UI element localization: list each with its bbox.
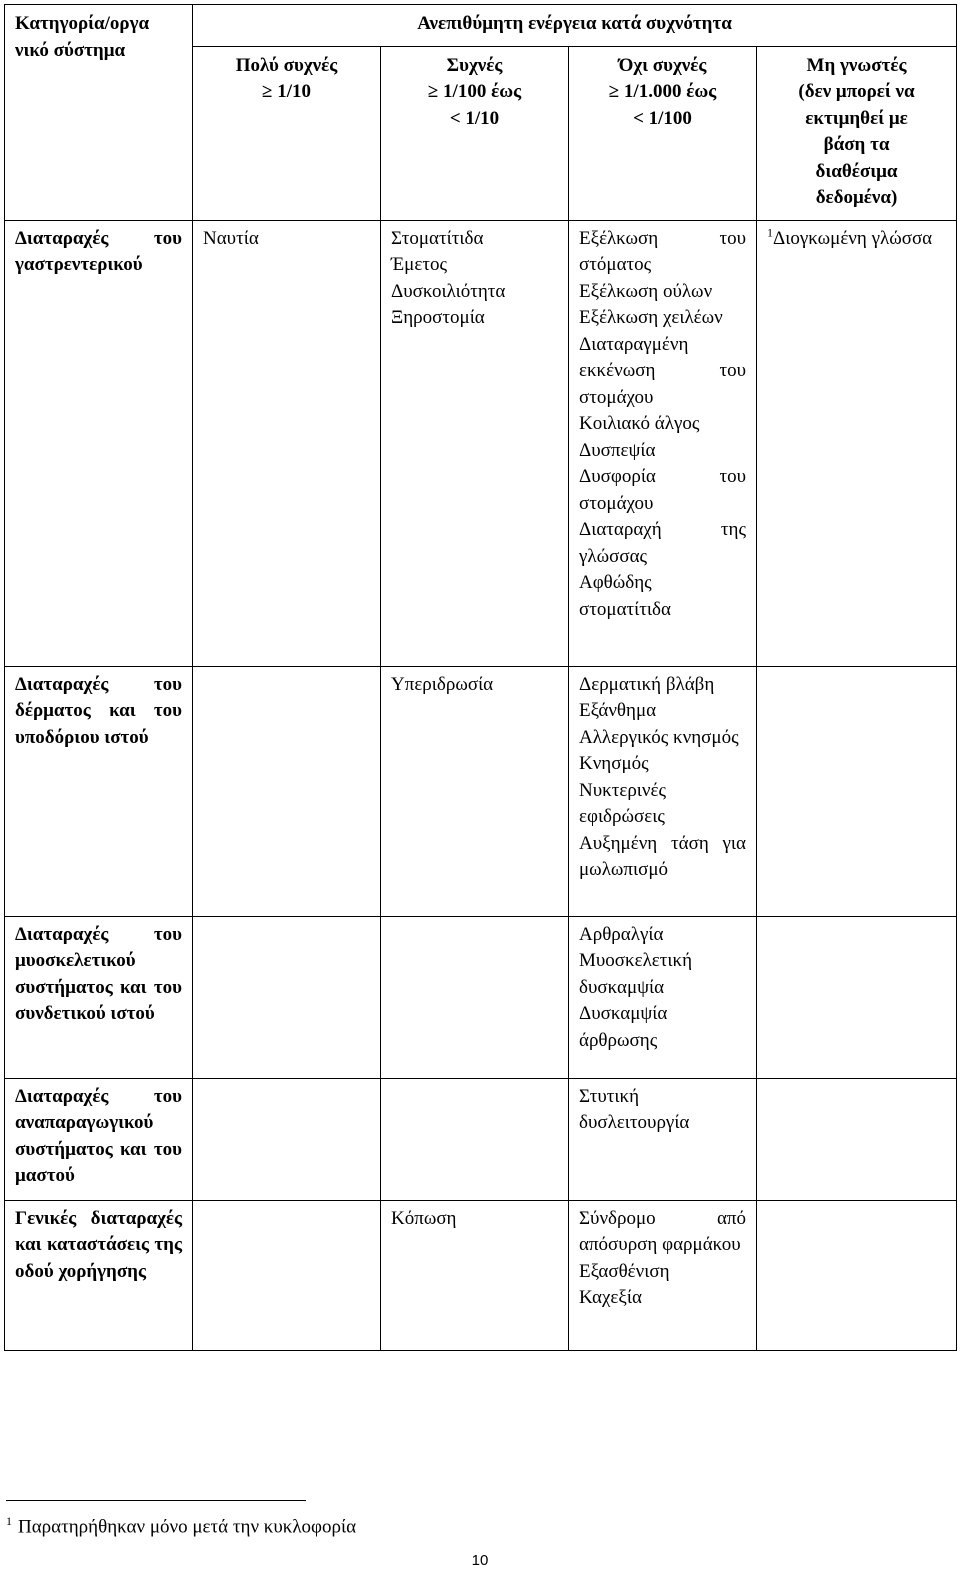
table-row-musculoskeletal <box>5 916 957 1078</box>
common-cell <box>381 1078 569 1200</box>
footnote-marker: 1 <box>767 225 773 240</box>
system-organ-class: Διαταραχές του αναπαραγωγικού συστήματος και του μαστού <box>5 1078 193 1200</box>
system-organ-class: Διαταραχές του μυοσκελετικού συστήματος και του συνδετικού ιστού <box>5 916 193 1078</box>
uncommon-cell: Στυτική δυσλειτουργία <box>569 1078 757 1200</box>
common-cell <box>381 916 569 1078</box>
not-known-cell <box>757 1078 957 1200</box>
not-known-cell <box>757 1200 957 1350</box>
adverse-reactions-table <box>4 4 957 1351</box>
footnote-number: 1 <box>6 1514 12 1528</box>
very-common-cell <box>193 916 381 1078</box>
not-known-cell <box>757 916 957 1078</box>
common-cell: Στοματίτιδα Έμετος Δυσκοιλιότητα Ξηροστομία <box>381 220 569 666</box>
frequency-group-header: Ανεπιθύμητη ενέργεια κατά συχνότητα <box>193 5 957 47</box>
very-common-cell <box>193 666 381 916</box>
very-common-cell <box>193 1078 381 1200</box>
table-row-general <box>5 1200 957 1350</box>
page-number: 10 <box>471 1552 489 1569</box>
uncommon-cell: Αρθραλγία Μυοσκελετική δυσκαμψία Δυσκαμψία άρθρωσης <box>569 916 757 1078</box>
category-header: Κατηγορία/οργα νικό σύστημα <box>5 5 193 221</box>
common-cell: Υπεριδρωσία <box>381 666 569 916</box>
table-row-skin <box>5 666 957 916</box>
footnote <box>6 1514 356 1538</box>
uncommon-cell: Εξέλκωση του στόματος Εξέλκωση ούλων Εξέλκωση χειλέων Διαταραγμένη εκκένωση του στομάχου Κοιλιακό άλγος Δυσπεψία Δυσφορία του στομάχου Διαταραχή της γλώσσας Αφθώδης στοματίτιδα <box>569 220 757 666</box>
uncommon-cell: Σύνδρομο από απόσυρση φαρμάκου Εξασθένιση Καχεξία <box>569 1200 757 1350</box>
footnote-text: Παρατηρήθηκαν μόνο μετά την κυκλοφορία <box>18 1516 357 1538</box>
header-uncommon: Όχι συχνές ≥ 1/1.000 έως < 1/100 <box>569 46 757 220</box>
common-cell: Κόπωση <box>381 1200 569 1350</box>
uncommon-cell: Δερματική βλάβη Εξάνθημα Αλλεργικός κνησμός Κνησμός Νυκτερινές εφιδρώσεις Αυξημένη τάση για μωλωπισμό <box>569 666 757 916</box>
header-not-known: Μη γνωστές (δεν μπορεί να εκτιμηθεί με βάση τα διαθέσιμα δεδομένα) <box>757 46 957 220</box>
header-common: Συχνές ≥ 1/100 έως < 1/10 <box>381 46 569 220</box>
table-row-reproductive <box>5 1078 957 1200</box>
table-row-gastrointestinal <box>5 220 957 666</box>
footnote-separator <box>6 1500 306 1501</box>
header-row-1 <box>5 5 957 47</box>
system-organ-class: Γενικές διαταραχές και καταστάσεις της οδού χορήγησης <box>5 1200 193 1350</box>
very-common-cell <box>193 1200 381 1350</box>
very-common-cell: Ναυτία <box>193 220 381 666</box>
system-organ-class: Διαταραχές του γαστρεντερικού <box>5 220 193 666</box>
not-known-cell: $^1$Διογκωμένη γλώσσα <box>757 220 957 666</box>
header-very-common: Πολύ συχνές ≥ 1/10 <box>193 46 381 220</box>
not-known-cell <box>757 666 957 916</box>
system-organ-class: Διαταραχές του δέρματος και του υποδόριου ιστού <box>5 666 193 916</box>
